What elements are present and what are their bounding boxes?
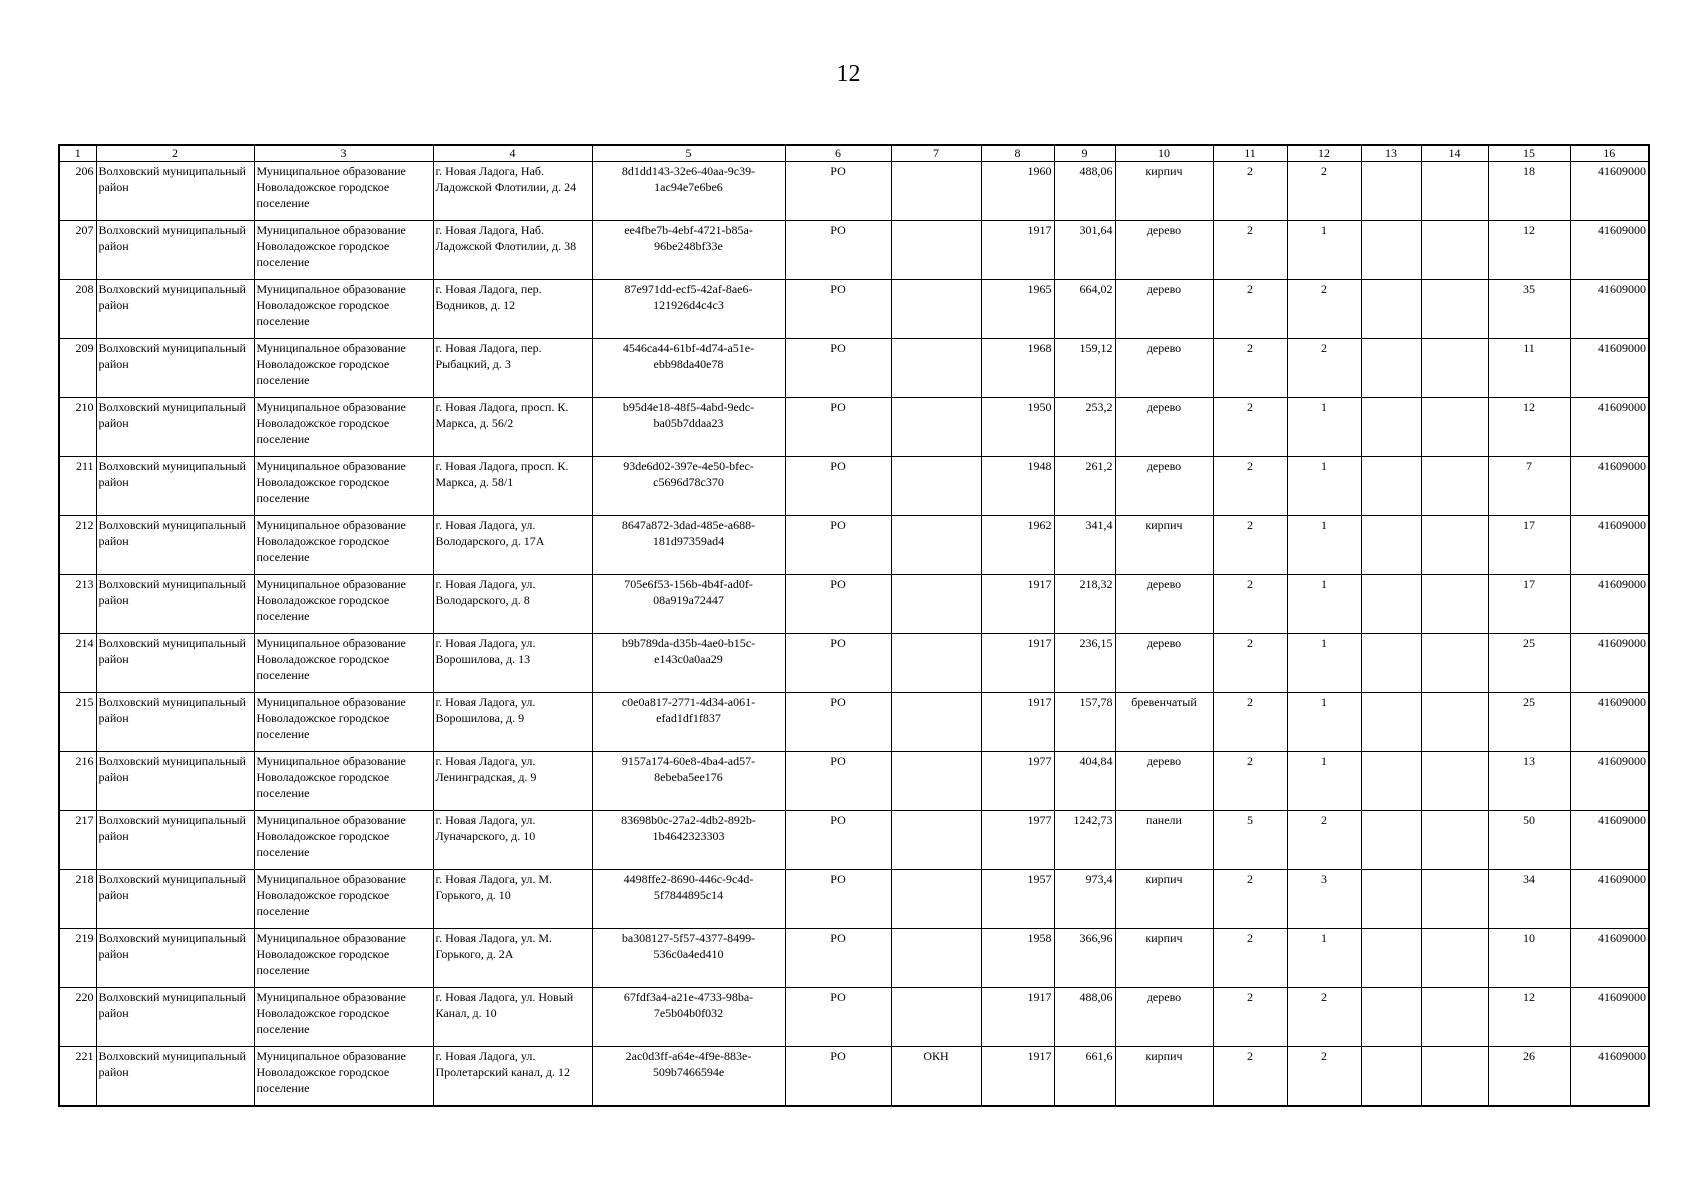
cell-heritage-status [891,575,981,634]
cell-residents: 18 [1488,162,1570,221]
table-row [59,811,1649,870]
cell-row-number: 208 [59,280,96,339]
cell-area: 253,2 [1054,398,1115,457]
cell-oktmo-code: 41609000 [1570,516,1649,575]
cell-heritage-status [891,634,981,693]
cell-col-13 [1361,516,1421,575]
cell-residents: 13 [1488,752,1570,811]
cell-address: г. Новая Ладога, ул. Володарского, д. 17А [433,516,592,575]
cell-area: 661,6 [1054,1047,1115,1107]
cell-district: Волховский муниципальный район [96,870,254,929]
cell-heritage-status [891,988,981,1047]
cell-floors: 2 [1213,988,1287,1047]
table-row [59,988,1649,1047]
cell-floors: 2 [1213,752,1287,811]
cell-fias-guid: 67fdf3a4-a21e-4733-98ba-7e5b04b0f032 [592,988,785,1047]
column-header-2: 2 [96,145,254,162]
cell-address: г. Новая Ладога, пер. Водников, д. 12 [433,280,592,339]
cell-address: г. Новая Ладога, ул. Ленинградская, д. 9 [433,752,592,811]
cell-floors: 5 [1213,811,1287,870]
cell-wall-material: дерево [1115,575,1213,634]
cell-residents: 50 [1488,811,1570,870]
cell-row-number: 213 [59,575,96,634]
cell-col-13 [1361,280,1421,339]
cell-fias-guid: ee4fbe7b-4ebf-4721-b85a-96be248bf33e [592,221,785,280]
column-header-14: 14 [1421,145,1488,162]
cell-entrances: 2 [1287,162,1361,221]
table-row [59,280,1649,339]
cell-floors: 2 [1213,457,1287,516]
cell-heritage-status [891,811,981,870]
cell-oktmo-code: 41609000 [1570,575,1649,634]
cell-entrances: 2 [1287,811,1361,870]
cell-col-13 [1361,457,1421,516]
cell-entrances: 2 [1287,988,1361,1047]
cell-wall-material: кирпич [1115,162,1213,221]
cell-district: Волховский муниципальный район [96,929,254,988]
cell-wall-material: дерево [1115,988,1213,1047]
column-header-11: 11 [1213,145,1287,162]
cell-row-number: 218 [59,870,96,929]
cell-row-number: 220 [59,988,96,1047]
cell-col-13 [1361,752,1421,811]
cell-oktmo-code: 41609000 [1570,693,1649,752]
cell-wall-material: кирпич [1115,1047,1213,1107]
cell-municipality: Муниципальное образование Новоладожское городское поселение [254,988,433,1047]
cell-col-13 [1361,339,1421,398]
cell-municipality: Муниципальное образование Новоладожское городское поселение [254,811,433,870]
cell-management-form: РО [785,811,891,870]
cell-wall-material: дерево [1115,457,1213,516]
cell-row-number: 221 [59,1047,96,1107]
cell-col-13 [1361,693,1421,752]
cell-entrances: 2 [1287,280,1361,339]
cell-district: Волховский муниципальный район [96,516,254,575]
cell-row-number: 210 [59,398,96,457]
column-header-8: 8 [981,145,1054,162]
cell-entrances: 1 [1287,752,1361,811]
cell-fias-guid: ba308127-5f57-4377-8499-536c0a4ed410 [592,929,785,988]
cell-wall-material: дерево [1115,280,1213,339]
cell-year-built: 1917 [981,575,1054,634]
cell-municipality: Муниципальное образование Новоладожское городское поселение [254,929,433,988]
cell-col-14 [1421,162,1488,221]
cell-oktmo-code: 41609000 [1570,162,1649,221]
cell-address: г. Новая Ладога, ул. Луначарского, д. 10 [433,811,592,870]
cell-oktmo-code: 41609000 [1570,280,1649,339]
cell-entrances: 1 [1287,398,1361,457]
cell-oktmo-code: 41609000 [1570,221,1649,280]
cell-heritage-status [891,870,981,929]
cell-area: 366,96 [1054,929,1115,988]
cell-entrances: 2 [1287,339,1361,398]
cell-district: Волховский муниципальный район [96,221,254,280]
cell-col-13 [1361,870,1421,929]
cell-fias-guid: 8d1dd143-32e6-40aa-9c39-1ac94e7e6be6 [592,162,785,221]
cell-address: г. Новая Ладога, Наб. Ладожской Флотилии, д. 38 [433,221,592,280]
cell-address: г. Новая Ладога, ул. Володарского, д. 8 [433,575,592,634]
cell-col-13 [1361,575,1421,634]
cell-municipality: Муниципальное образование Новоладожское городское поселение [254,398,433,457]
cell-residents: 25 [1488,693,1570,752]
cell-floors: 2 [1213,339,1287,398]
cell-year-built: 1917 [981,988,1054,1047]
cell-address: г. Новая Ладога, пер. Рыбацкий, д. 3 [433,339,592,398]
cell-year-built: 1917 [981,693,1054,752]
cell-district: Волховский муниципальный район [96,634,254,693]
cell-address: г. Новая Ладога, ул. Пролетарский канал, д. 12 [433,1047,592,1107]
cell-area: 1242,73 [1054,811,1115,870]
cell-oktmo-code: 41609000 [1570,634,1649,693]
cell-municipality: Муниципальное образование Новоладожское городское поселение [254,280,433,339]
cell-municipality: Муниципальное образование Новоладожское городское поселение [254,693,433,752]
cell-col-14 [1421,929,1488,988]
cell-municipality: Муниципальное образование Новоладожское городское поселение [254,1047,433,1107]
cell-management-form: РО [785,280,891,339]
cell-floors: 2 [1213,1047,1287,1107]
cell-area: 488,06 [1054,988,1115,1047]
cell-year-built: 1948 [981,457,1054,516]
cell-year-built: 1958 [981,929,1054,988]
cell-floors: 2 [1213,516,1287,575]
cell-district: Волховский муниципальный район [96,811,254,870]
cell-area: 236,15 [1054,634,1115,693]
cell-fias-guid: 83698b0c-27a2-4db2-892b-1b4642323303 [592,811,785,870]
cell-col-14 [1421,693,1488,752]
cell-col-14 [1421,752,1488,811]
cell-district: Волховский муниципальный район [96,575,254,634]
cell-management-form: РО [785,162,891,221]
cell-col-14 [1421,398,1488,457]
cell-year-built: 1917 [981,221,1054,280]
cell-floors: 2 [1213,575,1287,634]
cell-municipality: Муниципальное образование Новоладожское городское поселение [254,752,433,811]
cell-municipality: Муниципальное образование Новоладожское городское поселение [254,457,433,516]
cell-year-built: 1917 [981,1047,1054,1107]
cell-district: Волховский муниципальный район [96,1047,254,1107]
cell-municipality: Муниципальное образование Новоладожское городское поселение [254,575,433,634]
table-row [59,693,1649,752]
cell-wall-material: дерево [1115,221,1213,280]
cell-row-number: 206 [59,162,96,221]
cell-area: 301,64 [1054,221,1115,280]
table-row [59,398,1649,457]
cell-heritage-status [891,752,981,811]
cell-municipality: Муниципальное образование Новоладожское городское поселение [254,634,433,693]
cell-col-14 [1421,1047,1488,1107]
cell-municipality: Муниципальное образование Новоладожское городское поселение [254,221,433,280]
cell-fias-guid: 705e6f53-156b-4b4f-ad0f-08a919a72447 [592,575,785,634]
cell-municipality: Муниципальное образование Новоладожское городское поселение [254,516,433,575]
cell-col-13 [1361,634,1421,693]
cell-area: 973,4 [1054,870,1115,929]
cell-address: г. Новая Ладога, ул. М. Горького, д. 2А [433,929,592,988]
cell-floors: 2 [1213,693,1287,752]
cell-floors: 2 [1213,398,1287,457]
cell-residents: 12 [1488,988,1570,1047]
cell-row-number: 219 [59,929,96,988]
cell-floors: 2 [1213,280,1287,339]
cell-entrances: 1 [1287,693,1361,752]
cell-year-built: 1962 [981,516,1054,575]
cell-wall-material: кирпич [1115,870,1213,929]
cell-fias-guid: b95d4e18-48f5-4abd-9edc-ba05b7ddaa23 [592,398,785,457]
cell-row-number: 216 [59,752,96,811]
cell-municipality: Муниципальное образование Новоладожское городское поселение [254,162,433,221]
column-header-10: 10 [1115,145,1213,162]
cell-heritage-status [891,516,981,575]
cell-municipality: Муниципальное образование Новоладожское городское поселение [254,339,433,398]
cell-entrances: 3 [1287,870,1361,929]
cell-management-form: РО [785,752,891,811]
cell-area: 157,78 [1054,693,1115,752]
cell-col-13 [1361,162,1421,221]
cell-management-form: РО [785,221,891,280]
cell-area: 404,84 [1054,752,1115,811]
cell-row-number: 212 [59,516,96,575]
column-header-7: 7 [891,145,981,162]
cell-wall-material: дерево [1115,752,1213,811]
table-row [59,221,1649,280]
table-row [59,516,1649,575]
cell-residents: 12 [1488,398,1570,457]
cell-district: Волховский муниципальный район [96,457,254,516]
cell-year-built: 1977 [981,811,1054,870]
cell-management-form: РО [785,870,891,929]
cell-col-14 [1421,457,1488,516]
cell-col-14 [1421,516,1488,575]
cell-col-13 [1361,221,1421,280]
cell-residents: 25 [1488,634,1570,693]
cell-residents: 26 [1488,1047,1570,1107]
cell-floors: 2 [1213,221,1287,280]
column-header-3: 3 [254,145,433,162]
cell-management-form: РО [785,1047,891,1107]
cell-oktmo-code: 41609000 [1570,870,1649,929]
cell-wall-material: дерево [1115,398,1213,457]
cell-address: г. Новая Ладога, просп. К. Маркса, д. 58/1 [433,457,592,516]
cell-row-number: 209 [59,339,96,398]
cell-entrances: 1 [1287,516,1361,575]
cell-year-built: 1965 [981,280,1054,339]
cell-wall-material: кирпич [1115,516,1213,575]
cell-address: г. Новая Ладога, ул. Ворошилова, д. 9 [433,693,592,752]
cell-management-form: РО [785,929,891,988]
cell-oktmo-code: 41609000 [1570,398,1649,457]
cell-col-13 [1361,929,1421,988]
cell-col-14 [1421,339,1488,398]
page-number: 12 [836,61,861,87]
cell-fias-guid: b9b789da-d35b-4ae0-b15c-e143c0a0aa29 [592,634,785,693]
cell-col-13 [1361,398,1421,457]
cell-col-14 [1421,988,1488,1047]
table-row [59,162,1649,221]
cell-management-form: РО [785,693,891,752]
cell-residents: 17 [1488,575,1570,634]
cell-address: г. Новая Ладога, Наб. Ладожской Флотилии, д. 24 [433,162,592,221]
cell-col-14 [1421,634,1488,693]
cell-heritage-status [891,221,981,280]
column-header-16: 16 [1570,145,1649,162]
cell-wall-material: дерево [1115,339,1213,398]
table-row [59,870,1649,929]
cell-oktmo-code: 41609000 [1570,339,1649,398]
cell-residents: 11 [1488,339,1570,398]
cell-fias-guid: 93de6d02-397e-4e50-bfec-c5696d78c370 [592,457,785,516]
cell-district: Волховский муниципальный район [96,398,254,457]
table-row [59,634,1649,693]
cell-entrances: 1 [1287,221,1361,280]
column-header-4: 4 [433,145,592,162]
cell-heritage-status [891,457,981,516]
cell-management-form: РО [785,457,891,516]
cell-col-14 [1421,221,1488,280]
cell-area: 341,4 [1054,516,1115,575]
cell-residents: 17 [1488,516,1570,575]
cell-oktmo-code: 41609000 [1570,752,1649,811]
table-row [59,1047,1649,1107]
cell-area: 218,32 [1054,575,1115,634]
cell-district: Волховский муниципальный район [96,752,254,811]
cell-address: г. Новая Ладога, ул. Новый Канал, д. 10 [433,988,592,1047]
column-header-15: 15 [1488,145,1570,162]
cell-heritage-status [891,339,981,398]
cell-entrances: 1 [1287,457,1361,516]
cell-management-form: РО [785,988,891,1047]
column-header-6: 6 [785,145,891,162]
cell-district: Волховский муниципальный район [96,988,254,1047]
cell-entrances: 1 [1287,634,1361,693]
cell-row-number: 215 [59,693,96,752]
cell-oktmo-code: 41609000 [1570,811,1649,870]
cell-floors: 2 [1213,870,1287,929]
cell-row-number: 214 [59,634,96,693]
cell-entrances: 1 [1287,575,1361,634]
cell-col-14 [1421,870,1488,929]
cell-floors: 2 [1213,634,1287,693]
cell-heritage-status [891,162,981,221]
cell-wall-material: дерево [1115,634,1213,693]
cell-row-number: 217 [59,811,96,870]
cell-fias-guid: 87e971dd-ecf5-42af-8ae6-121926d4c4c3 [592,280,785,339]
cell-residents: 7 [1488,457,1570,516]
cell-district: Волховский муниципальный район [96,339,254,398]
cell-district: Волховский муниципальный район [96,280,254,339]
cell-fias-guid: c0e0a817-2771-4d34-a061-efad1df1f837 [592,693,785,752]
column-header-1: 1 [59,145,96,162]
cell-management-form: РО [785,339,891,398]
column-header-13: 13 [1361,145,1421,162]
cell-oktmo-code: 41609000 [1570,1047,1649,1107]
cell-heritage-status: ОКН [891,1047,981,1107]
cell-year-built: 1917 [981,634,1054,693]
column-header-5: 5 [592,145,785,162]
cell-entrances: 1 [1287,929,1361,988]
cell-col-14 [1421,811,1488,870]
cell-oktmo-code: 41609000 [1570,929,1649,988]
table-header-row [59,145,1649,162]
cell-year-built: 1960 [981,162,1054,221]
cell-year-built: 1977 [981,752,1054,811]
cell-col-13 [1361,988,1421,1047]
column-header-12: 12 [1287,145,1361,162]
cell-heritage-status [891,398,981,457]
table-row [59,339,1649,398]
cell-year-built: 1950 [981,398,1054,457]
cell-col-14 [1421,575,1488,634]
cell-heritage-status [891,693,981,752]
column-header-9: 9 [1054,145,1115,162]
cell-wall-material: кирпич [1115,929,1213,988]
cell-col-13 [1361,811,1421,870]
cell-district: Волховский муниципальный район [96,693,254,752]
cell-management-form: РО [785,516,891,575]
cell-fias-guid: 2ac0d3ff-a64e-4f9e-883e-509b7466594e [592,1047,785,1107]
cell-floors: 2 [1213,162,1287,221]
cell-residents: 10 [1488,929,1570,988]
cell-fias-guid: 9157a174-60e8-4ba4-ad57-8ebeba5ee176 [592,752,785,811]
cell-year-built: 1957 [981,870,1054,929]
cell-management-form: РО [785,398,891,457]
cell-residents: 35 [1488,280,1570,339]
cell-residents: 12 [1488,221,1570,280]
cell-heritage-status [891,929,981,988]
cell-wall-material: бревенчатый [1115,693,1213,752]
cell-address: г. Новая Ладога, просп. К. Маркса, д. 56/2 [433,398,592,457]
cell-heritage-status [891,280,981,339]
cell-wall-material: панели [1115,811,1213,870]
cell-col-13 [1361,1047,1421,1107]
housing-registry-table [58,144,1650,1107]
cell-oktmo-code: 41609000 [1570,457,1649,516]
cell-address: г. Новая Ладога, ул. Ворошилова, д. 13 [433,634,592,693]
cell-oktmo-code: 41609000 [1570,988,1649,1047]
cell-management-form: РО [785,634,891,693]
cell-management-form: РО [785,575,891,634]
cell-fias-guid: 8647a872-3dad-485e-a688-181d97359ad4 [592,516,785,575]
cell-area: 664,02 [1054,280,1115,339]
cell-address: г. Новая Ладога, ул. М. Горького, д. 10 [433,870,592,929]
cell-year-built: 1968 [981,339,1054,398]
cell-fias-guid: 4498ffe2-8690-446c-9c4d-5f7844895c14 [592,870,785,929]
cell-area: 261,2 [1054,457,1115,516]
cell-row-number: 207 [59,221,96,280]
table-row [59,457,1649,516]
cell-fias-guid: 4546ca44-61bf-4d74-a51e-ebb98da40e78 [592,339,785,398]
cell-col-14 [1421,280,1488,339]
cell-district: Волховский муниципальный район [96,162,254,221]
cell-residents: 34 [1488,870,1570,929]
cell-row-number: 211 [59,457,96,516]
table-row [59,752,1649,811]
cell-area: 488,06 [1054,162,1115,221]
cell-entrances: 2 [1287,1047,1361,1107]
cell-floors: 2 [1213,929,1287,988]
cell-municipality: Муниципальное образование Новоладожское городское поселение [254,870,433,929]
cell-area: 159,12 [1054,339,1115,398]
table-row [59,929,1649,988]
table-row [59,575,1649,634]
